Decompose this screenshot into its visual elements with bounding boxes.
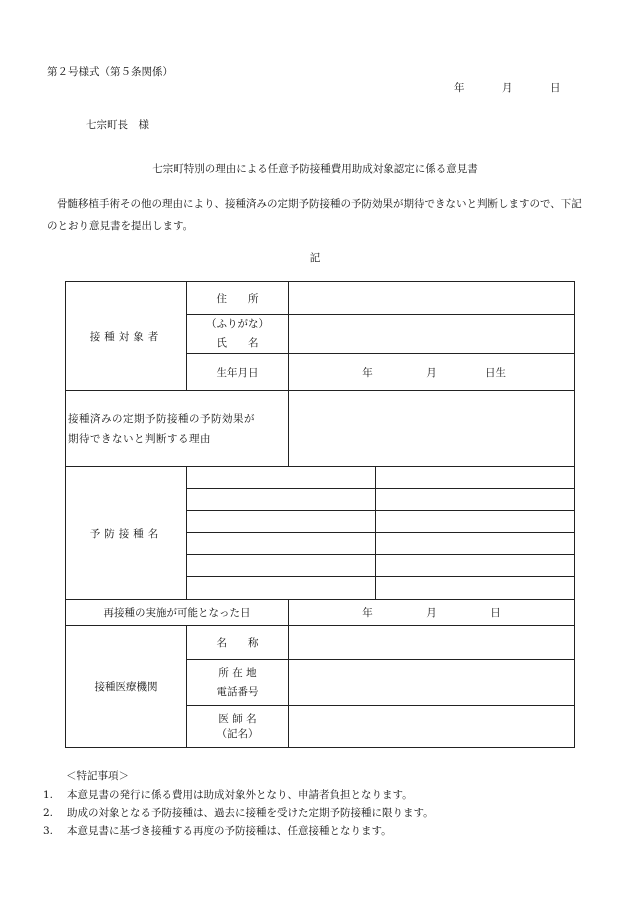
note-number: 2. [43,807,54,819]
note-number: 3. [43,825,54,837]
name-label: 氏 名 [216,337,259,349]
note-number: 1. [43,789,54,801]
inst-name-label: 名 称 [187,626,289,660]
birth-month-label: 月 [426,366,437,379]
institution-label: 接種医療機関 [66,626,187,748]
vaccine-detail-field-2[interactable] [376,489,575,511]
doctor-label: 医 師 名 [218,712,257,725]
address-label: 住 所 [187,282,289,315]
revaccination-label: 再接種の実施が可能となった日 [66,600,289,626]
vaccine-name-field-3[interactable] [187,511,376,533]
vaccine-detail-field-3[interactable] [376,511,575,533]
form-number: 第２号様式（第５条関係） [47,66,173,78]
revaccination-date-field[interactable] [289,600,575,626]
note-item [43,787,413,802]
note-text: 本意見書に基づき接種する再度の予防接種は、任意接種となります。 [67,825,392,837]
date-year-label: 年 [454,82,465,94]
birth-day-label: 日生 [485,366,506,379]
revaccination-month-label: 月 [426,607,437,619]
note-item [43,805,434,820]
vaccine-detail-field-6[interactable] [376,577,575,600]
vaccine-name-field-1[interactable] [187,467,376,489]
note-text: 本意見書の発行に係る費用は助成対象外となり、申請者負担となります。 [67,789,413,801]
inst-name-field[interactable] [289,626,575,660]
notes-heading: ＜特記事項＞ [66,770,129,782]
date-day-label: 日 [550,82,561,94]
intro-paragraph: 骨髄移植手術その他の理由により、接種済みの定期予防接種の予防効果が期待できないと判断しますので、下記のとおり意見書を提出します。 [47,198,582,232]
furigana-label: （ふりがな） [206,318,269,330]
note-text: 助成の対象となる予防接種は、過去に接種を受けた定期予防接種に限ります。 [67,807,434,819]
birth-label: 生年月日 [187,354,289,391]
vaccine-name-field-4[interactable] [187,533,376,555]
inst-phone-label: 電話番号 [216,685,259,698]
submission-date [454,80,561,95]
inst-location-label-cell [187,660,289,706]
vaccine-name-field-2[interactable] [187,489,376,511]
subject-label: 接種対象者 [66,282,187,391]
vaccine-name-field-6[interactable] [187,577,376,600]
document-title: 七宗町特別の理由による任意予防接種費用助成対象認定に係る意見書 [152,163,478,175]
birth-year-label: 年 [362,366,373,379]
vaccine-name-field-5[interactable] [187,555,376,577]
doctor-note: （記名） [216,727,259,740]
ki-marker: 記 [309,252,321,264]
vaccine-label: 予防接種名 [66,467,187,600]
doctor-field[interactable] [289,706,575,748]
opinion-form-table [65,281,575,748]
note-item [43,823,392,838]
name-label-cell [187,315,289,354]
revaccination-day-label: 日 [490,607,501,619]
reason-label [66,391,289,467]
vaccine-detail-field-5[interactable] [376,555,575,577]
recipient: 七宗町長 様 [86,119,149,131]
vaccine-detail-field-1[interactable] [376,467,575,489]
birth-date-field[interactable] [289,354,575,391]
date-month-label: 月 [502,82,513,94]
doctor-label-cell [187,706,289,748]
name-field[interactable] [289,315,575,354]
revaccination-year-label: 年 [362,607,373,619]
inst-location-field[interactable] [289,660,575,706]
reason-label-line1: 接種済みの定期予防接種の予防効果が [68,412,255,425]
reason-field[interactable] [289,391,575,467]
inst-location-label: 所 在 地 [218,666,257,679]
address-field[interactable] [289,282,575,315]
reason-label-line2: 期待できないと判断する理由 [68,432,211,445]
vaccine-detail-field-4[interactable] [376,533,575,555]
